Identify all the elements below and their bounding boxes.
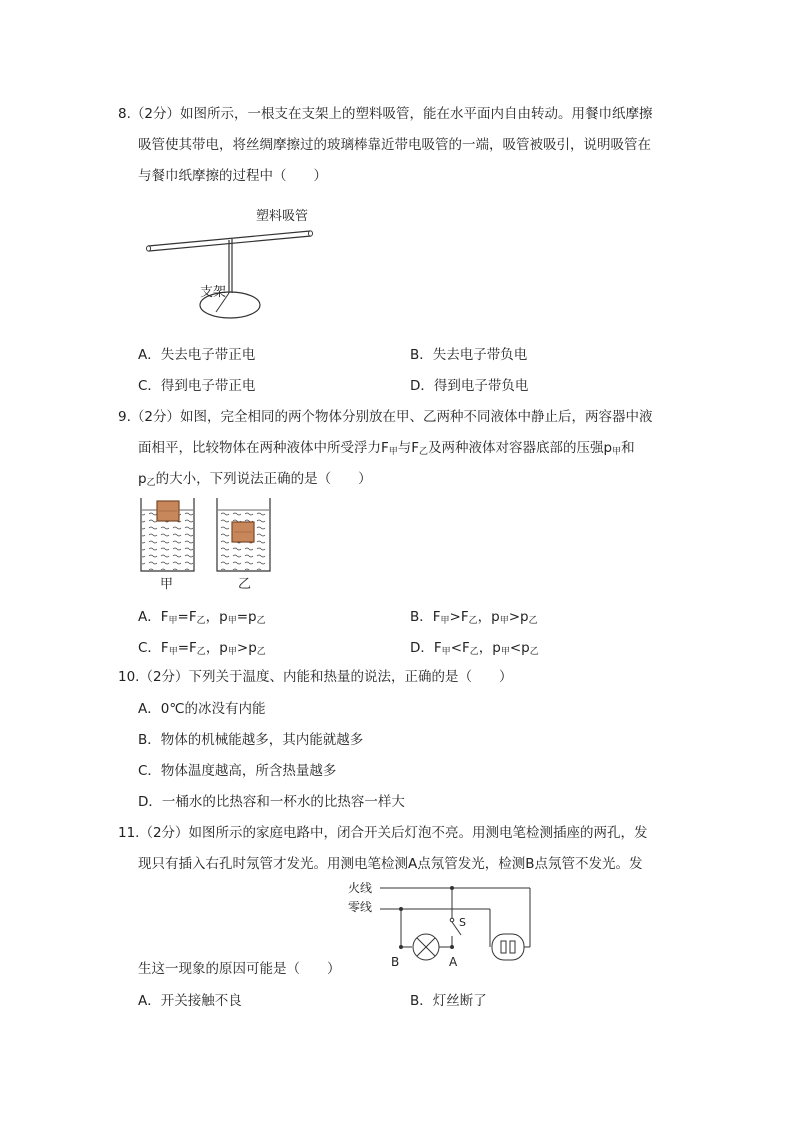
q10-option-c[interactable]: C．物体温度越高，所含热量越多	[138, 763, 337, 779]
label-b: B	[391, 955, 400, 969]
q8-option-c[interactable]: C．得到电子带正电	[138, 378, 256, 394]
label-a: A	[449, 955, 458, 969]
point-a	[450, 945, 454, 949]
socket-icon	[492, 934, 524, 960]
q11-stem-line3: 生这一现象的原因可能是（ ）	[138, 961, 341, 977]
straw-end-left	[147, 246, 151, 251]
label-fire-line: 火线	[348, 881, 373, 895]
straw-end-right	[309, 231, 313, 236]
label-stand: 支架	[200, 285, 227, 300]
q8-stem-line3: 与餐巾纸摩擦的过程中（ ）	[138, 168, 327, 184]
q9-option-b[interactable]: B．$F_甲>F_乙$，$p_甲>p_乙$	[410, 609, 538, 626]
switch-contact	[450, 918, 454, 922]
label-zero-line: 零线	[348, 900, 373, 914]
q10-option-b[interactable]: B．物体的机械能越多，其内能就越多	[138, 732, 364, 748]
label-s: S	[459, 916, 466, 929]
point-b	[399, 945, 403, 949]
q11-stem-line1: 11.（2分）如图所示的家庭电路中，闭合开关后灯泡不亮。用测电笔检测插座的两孔，发	[118, 825, 648, 841]
q10-stem: 10.（2分）下列关于温度、内能和热量的说法，正确的是（ ）	[118, 669, 513, 685]
q8-option-d[interactable]: D．得到电子带负电	[410, 378, 529, 394]
q8-straw-figure	[140, 200, 330, 325]
q11-option-b[interactable]: B．灯丝断了	[410, 993, 487, 1009]
q8-stem-line1: 8.（2分）如图所示，一根支在支架上的塑料吸管，能在水平面内自由转动。用餐巾纸摩擦	[118, 106, 653, 122]
q9-option-a[interactable]: A．$F_甲=F_乙$，$p_甲=p_乙$	[138, 609, 266, 626]
q9-option-c[interactable]: C．$F_甲=F_乙$，$p_甲>p_乙$	[138, 640, 266, 657]
q9-stem-line1: 9.（2分）如图，完全相同的两个物体分别放在甲、乙两种不同液体中静止后，两容器中液	[118, 409, 653, 425]
q8-option-b[interactable]: B．失去电子带负电	[410, 347, 528, 363]
q10-option-a[interactable]: A．0℃的冰没有内能	[138, 701, 266, 717]
q9-option-d[interactable]: D．$F_甲<F_乙$，$p_甲<p_乙$	[410, 640, 539, 657]
label-straw: 塑料吸管	[256, 209, 309, 224]
q9-stem-line3: $p_乙$的大小，下列说法正确的是（ ）	[138, 471, 372, 488]
label-jia: 甲	[160, 577, 174, 592]
label-yi: 乙	[238, 577, 252, 592]
q10-option-d[interactable]: D．一桶水的比热容和一杯水的比热容一样大	[138, 794, 405, 810]
q9-stem-line2: 面相平，比较物体在两种液体中所受浮力$F_甲$与$F_乙$及两种液体对容器底部的压强$p_甲$和	[138, 440, 635, 457]
q11-stem-line2: 现只有插入右孔时氖管才发光。用测电笔检测A点氖管发光，检测B点氖管不发光。发	[138, 856, 643, 872]
q8-stem-line2: 吸管使其带电，将丝绸摩擦过的玻璃棒靠近带电吸管的一端，吸管被吸引，说明吸管在	[138, 137, 651, 153]
q9-containers-figure	[136, 496, 286, 592]
q11-option-a[interactable]: A．开关接触不良	[138, 993, 242, 1009]
q11-circuit-figure	[340, 878, 540, 970]
q8-option-a[interactable]: A．失去电子带正电	[138, 347, 256, 363]
